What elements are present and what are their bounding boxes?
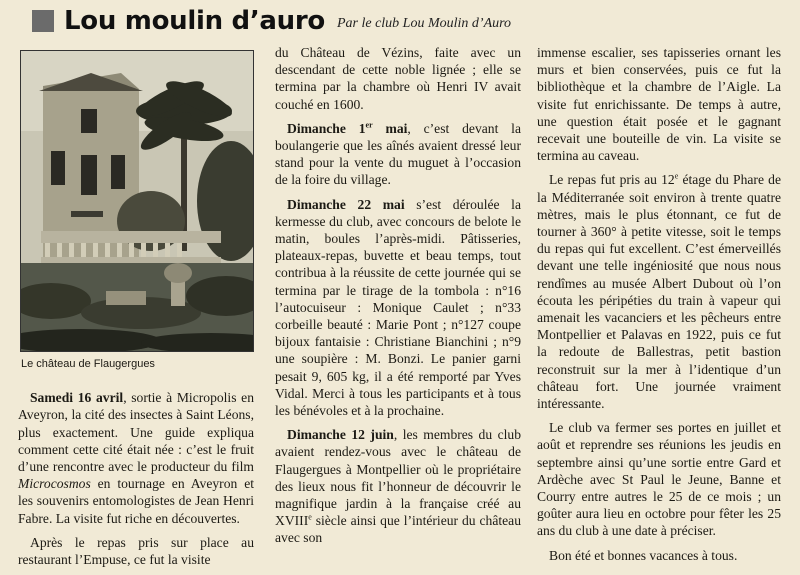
date-heading: Dimanche 12 juin [287, 427, 394, 443]
column-1 [18, 44, 254, 575]
paragraph-text: , les membres du club avaient rendez-vous avec le château de Flaugergues à Montpellier où le propriétaire des lieux nous fit l’honneur de découvrir le magnifique jardin à la française créé au XVIII [275, 427, 522, 529]
photo-caption: Le château de Flaugergues [21, 358, 155, 370]
paragraph-text: siècle ainsi que l’intérieur du château avec son [275, 513, 521, 546]
ordinal-sup: er [365, 120, 373, 130]
date-heading: Samedi 16 avril [30, 390, 124, 406]
paragraph-text: , sortie à Micropolis en Aveyron, la cité des insectes à Saint Léons, plus exactement. Une guide expliqua comment cette cité était née : c’est le fruit d’une rencontre avec le producteur du film [18, 390, 255, 475]
article-title: Lou moulin d’auro [64, 6, 325, 36]
paragraph-text: , c’est devant la boulangerie que les aînés avaient dressé leur stand pour la vente du muguet à l’occasion de la foire du village. [275, 120, 521, 188]
paragraph-dimanche-1-mai [275, 120, 521, 189]
paragraph-repas-phare [537, 171, 781, 412]
date-heading: Dimanche 22 mai [287, 196, 405, 212]
date-text: Dimanche 1 [287, 120, 366, 136]
chateau-photo [20, 50, 254, 352]
date-text: mai [372, 120, 408, 136]
paragraph-bon-ete: Bon été et bonnes vacances à tous. [549, 547, 738, 563]
paragraph-text: Le repas fut pris au 12 [549, 172, 675, 188]
article-header [10, 4, 790, 38]
ordinal-sup: e [674, 171, 679, 181]
paragraph-samedi-16-avril [18, 389, 254, 527]
paragraph-apres-repas: Après le repas pris sur place au restaurant l’Empuse, ce fut la visite [18, 534, 254, 568]
column-3 [537, 44, 781, 571]
paragraph-text: s’est déroulée la kermesse du club, avec concours de belote le matin, boules l’après-midi. Pâtisseries, plateaux-repas, buvette et beau temps, tout contribua à la réussite de cette journée qui se termina par le tirage de la tombola : n°16 l’autocuiseur : Monique Caulet ; n°33 corbeille beauté : Marie Pont ; n°127 coupe bijoux fantaisie : Christiane Bianchini ; n°9 une soupière : M. Bonzi. Le panier garni pesait 9, 605 kg, il a été remporté par Yves Vidal. Merci à tous les participants et à tous les bénévoles et à la prochaine. [275, 196, 521, 419]
film-title: Microcosmos [18, 476, 91, 492]
ordinal-sup: e [308, 512, 312, 522]
paragraph-dimanche-12-juin [275, 426, 521, 546]
title-square-icon [32, 10, 54, 32]
column-2 [275, 44, 521, 554]
article-byline: Par le club Lou Moulin d’Auro [336, 16, 512, 31]
paragraph-text: en tournage en Aveyron et les souvenirs entomologistes de Jean Henri Fabre. La visite fut riche en découvertes. [18, 476, 254, 526]
paragraph-dimanche-22-mai [275, 196, 521, 420]
paragraph-chateau-vezins: du Château de Vézins, faite avec un descendant de cette noble lignée ; elle se termina par la chambre où Henri IV avait couché en 1600. [275, 45, 521, 112]
paragraph-escalier: immense escalier, ses tapisseries ornant les murs et bien conservées, puis ce fut la bibliothèque et la chambre de l’Aigle. La visite fut enrichissante. De temps à autre, une question était posée et le gagnant recevait une bouteille de vin. La visite se termina au caveau. [537, 45, 781, 164]
paragraph-club-fermeture: Le club va fermer ses portes en juillet et août et reprendre ses réunions les jeudis en septembre ainsi qu’une sortie entre Gard et Ardèche avec St Paul le Jeune, Banne et Courry entre autres le 25 de ce mois ; un goûter aura lieu en octobre pour fêter les 25 ans du club à une date à préciser. [537, 420, 781, 539]
paragraph-text: étage du Phare de la Méditerranée soit environ à trente quatre mètres, mais le plus étonnant, ce fut de tourner à 360° à petite vitesse, soit le temps du repas qui fut excellent. C’est émerveillés devant une telle ingéniosité que nous nous rendîmes au musée Albert Dubout où l’on écouta les péripéties du train à vapeur qui amenait les vacanciers et les pêcheurs entre Montpellier et Palavas en 1922, puis ce fut la redoute de Ballestras, petit bastion reconstruit sur la mer à l’identique d’un château fort. Une journée vraiment intéressante. [537, 172, 781, 412]
date-heading [287, 121, 407, 136]
